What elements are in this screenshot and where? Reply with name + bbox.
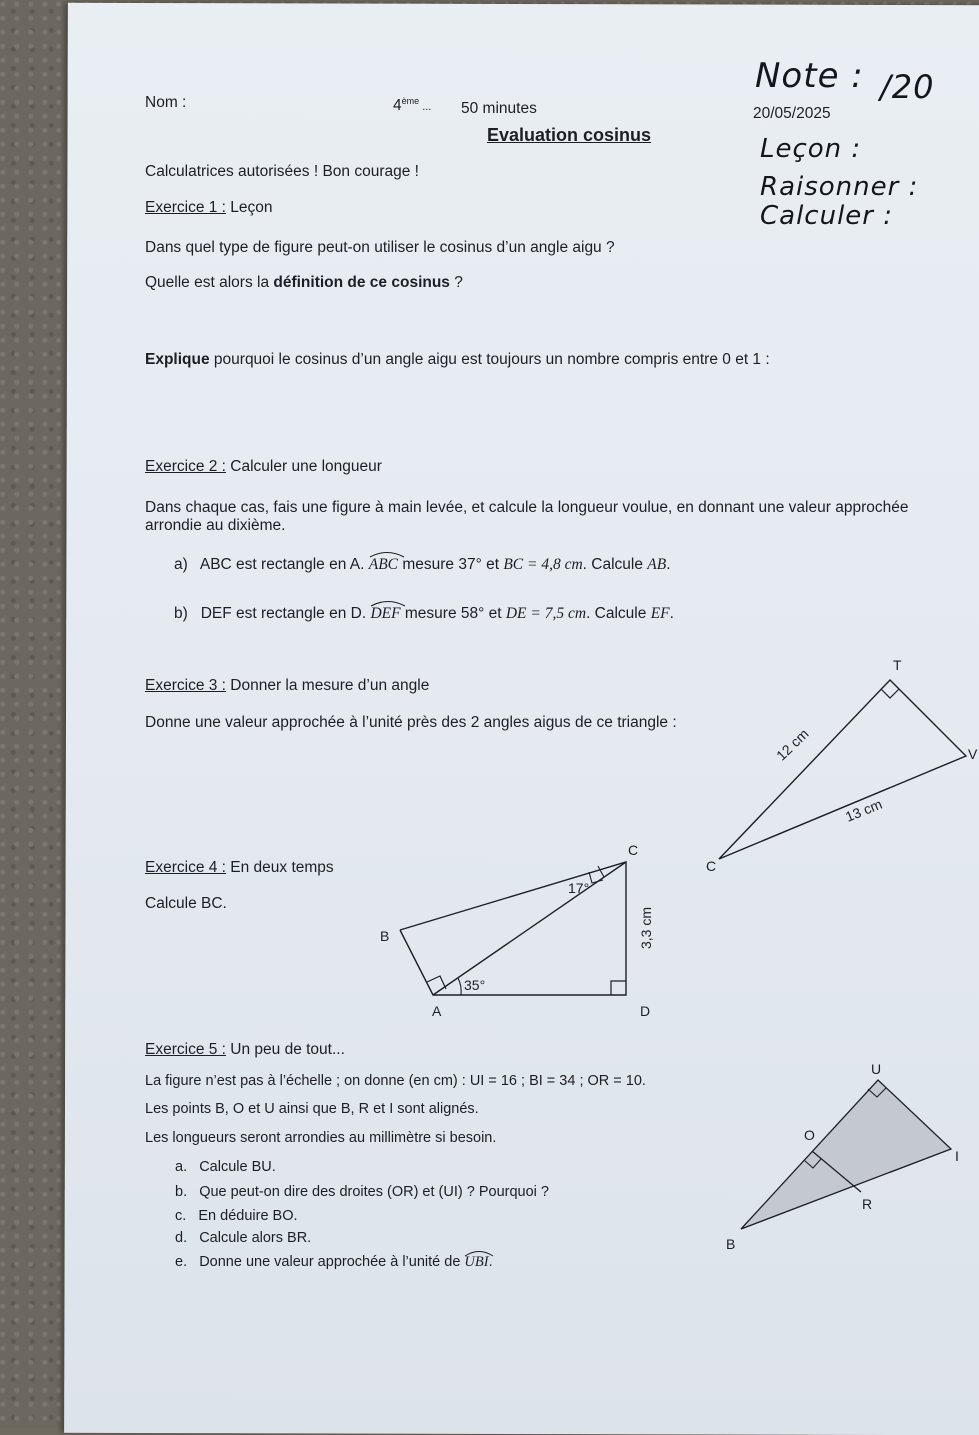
ex2-intro-line-2: arrondie au dixième. [145,517,286,534]
ex2-a-math: BC = 4,8 cm [503,556,583,573]
ex3-label-V: V [968,746,978,762]
ex5-label-R: R [862,1196,873,1212]
page-title: Evaluation cosinus [487,125,652,145]
instructions: Calculatrices autorisées ! Bon courage ! [145,163,419,180]
exercise-5-number: Exercice 5 : [145,1041,226,1058]
ex2-a-text2: mesure 37° et [398,556,504,573]
ex2-b-text3: . Calcule [586,605,651,622]
ex2-item-a: a) ABC est rectangle en A. ABC mesure 37° et BC = 4,8 cm. Calcule AB. [174,556,671,574]
ex2-a-target: AB [647,556,667,573]
ex5-line-2: Les points B, O et U ainsi que B, R et I sont alignés. [145,1101,479,1117]
ex4-label-D: D [640,1003,651,1019]
ex5-line-1: La figure n’est pas à l’échelle ; on donne (en cm) : UI = 16 ; BI = 34 ; OR = 10. [145,1073,646,1089]
handwritten-lecon: Leçon : [760,134,862,164]
handwritten-score: /20 [880,68,935,106]
ex5-label-I: I [955,1148,959,1164]
class-dots: ... [419,101,432,114]
exercise-3-subtitle: Donner la mesure d’un angle [225,677,430,694]
exercise-2-number: Exercice 2 : [145,458,226,475]
ex4-length-CD: 3,3 cm [638,906,654,949]
ex2-b-math: DE = 7,5 cm [505,605,587,622]
handwritten-note: Note : [755,56,864,96]
ex3-label-T: T [893,657,902,673]
ex3-instruction: Donne une valeur approchée à l’unité près des 2 angles aigus de ce triangle : [145,714,677,731]
ex2-item-b: b) DEF est rectangle en D. DEF mesure 58° et DE = 7,5 cm. Calcule EF. [174,605,674,623]
ex2-b-label: b) [174,605,188,622]
ex2-intro-line-1: Dans chaque cas, fais une figure à main levée, et calcule la longueur voulue, en donnant une valeur approchée [145,499,909,516]
ex2-b-text1: DEF est rectangle en D. [200,605,371,622]
ex4-label-B: B [380,928,390,944]
exercise-1-subtitle: Leçon [225,199,273,216]
ex1-q2-pre: Quelle est alors la [145,274,274,291]
ex2-a-text1: ABC est rectangle en A. [199,556,369,573]
exercise-3-number: Exercice 3 : [145,677,226,694]
ex5-label-B: B [726,1236,736,1252]
ex2-b-text2: mesure 58° et [400,605,506,622]
ex2-b-angle-text: DEF [370,605,401,622]
ex5-c-text: En déduire BO. [198,1208,298,1224]
ex1-question-1: Dans quel type de figure peut-on utiliser le cosinus d’un angle aigu ? [145,239,615,256]
ex4-label-C: C [628,842,639,858]
ex1-q2-bold: définition de ce cosinus [273,274,450,291]
ex5-a-label: a. [175,1159,188,1175]
exercise-2-subtitle: Calculer une longueur [225,458,382,475]
ex2-b-target: EF [650,605,670,622]
ex5-b-text: Que peut-on dire des droites (OR) et (UI) ? Pourquoi ? [199,1184,549,1200]
ex4-instruction: Calcule BC. [145,895,227,912]
ex2-a-label: a) [174,556,188,573]
class-level: 4 [393,97,402,115]
ex5-label-U: U [871,1061,882,1077]
ex1-q3-bold: Explique [145,351,210,368]
ex5-e-text: Donne une valeur approchée à l’unité de [199,1254,465,1270]
ex4-label-A: A [432,1003,442,1019]
ex5-a-text: Calcule BU. [199,1159,276,1175]
handwritten-calculer: Calculer : [760,201,894,231]
ex1-q2-post: ? [449,274,463,291]
ex5-c-label: c. [175,1208,187,1224]
ex5-b-label: b. [175,1184,188,1200]
ex3-length-VC: 13 cm [843,795,885,825]
ex5-line-3: Les longueurs seront arrondies au millimètre si besoin. [145,1130,497,1146]
ex4-angle-A: 35° [464,977,486,993]
exam-date: 20/05/2025 [753,105,831,122]
triangle-BUI [741,1080,951,1229]
ex5-e-angle-text: UBI [464,1254,489,1270]
exercise-4-subtitle: En deux temps [225,859,334,876]
duration: 50 minutes [461,100,537,117]
class-superscript: ème [401,96,420,106]
ex5-d-text: Calcule alors BR. [199,1230,312,1246]
exercise-5-subtitle: Un peu de tout... [225,1041,345,1058]
ex5-item-e: e. Donne une valeur approchée à l’unité de UBI. [175,1254,493,1271]
ex4-angle-C: 17° [568,880,590,896]
exercise-1-number: Exercice 1 : [145,199,226,216]
ex5-e-label: e. [175,1254,188,1270]
ex3-length-TC: 12 cm [773,725,812,764]
ex1-q3-post: pourquoi le cosinus d’un angle aigu est toujours un nombre compris entre 0 et 1 : [209,351,770,368]
handwritten-raisonner: Raisonner : [760,172,919,202]
ex2-a-angle-text: ABC [368,556,399,573]
ex5-label-O: O [804,1127,815,1143]
exercise-4-number: Exercice 4 : [145,859,226,876]
ex2-a-text3: . Calcule [582,556,648,573]
name-field-label: Nom : [145,94,187,111]
ex5-d-label: d. [175,1230,188,1246]
ex3-label-C: C [706,858,717,874]
